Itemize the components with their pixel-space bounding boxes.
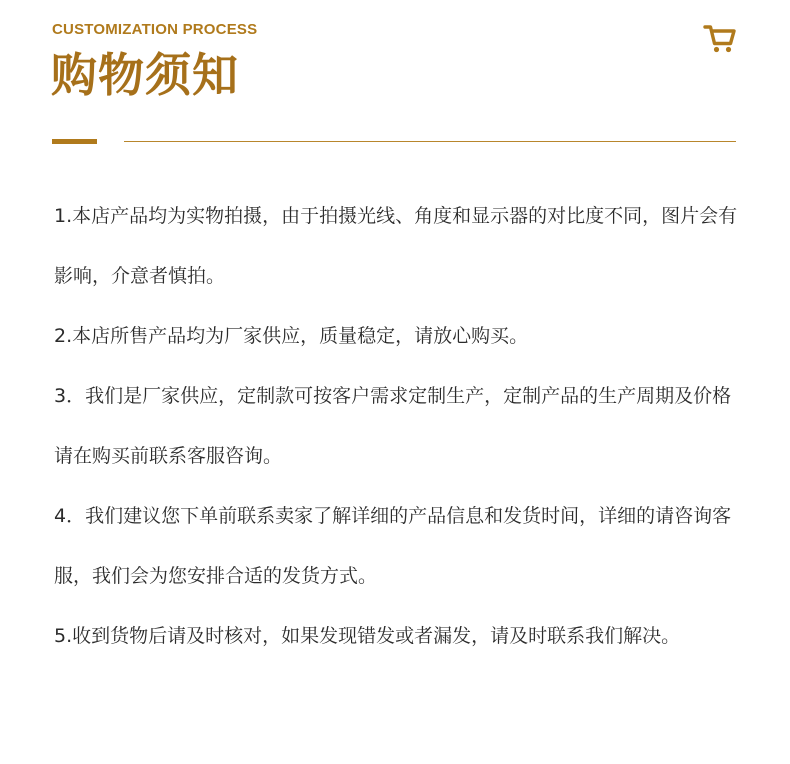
notice-item-3: 3．我们是厂家供应，定制款可按客户需求定制生产，定制产品的生产周期及价格请在购买前联系客服咨询。 [54, 385, 732, 467]
notice-item-5: 5.收到货物后请及时核对，如果发现错发或者漏发，请及时联系我们解决。 [54, 625, 681, 647]
title-accent-bar [52, 139, 97, 144]
notice-item-1: 1.本店产品均为实物拍摄，由于拍摄光线、角度和显示器的对比度不同，图片会有影响，介意者慎拍。 [54, 205, 738, 287]
notice-content [54, 186, 744, 666]
notice-item-4: 4．我们建议您下单前联系卖家了解详细的产品信息和发货时间，详细的请咨询客服，我们会为您安排合适的发货方式。 [54, 505, 732, 587]
header-divider [124, 141, 736, 142]
shopping-cart-icon[interactable] [702, 20, 738, 56]
page-subtitle: CUSTOMIZATION PROCESS [52, 21, 258, 38]
notice-item-2: 2.本店所售产品均为厂家供应，质量稳定，请放心购买。 [54, 325, 529, 347]
page-title: 购物须知 [51, 48, 239, 102]
